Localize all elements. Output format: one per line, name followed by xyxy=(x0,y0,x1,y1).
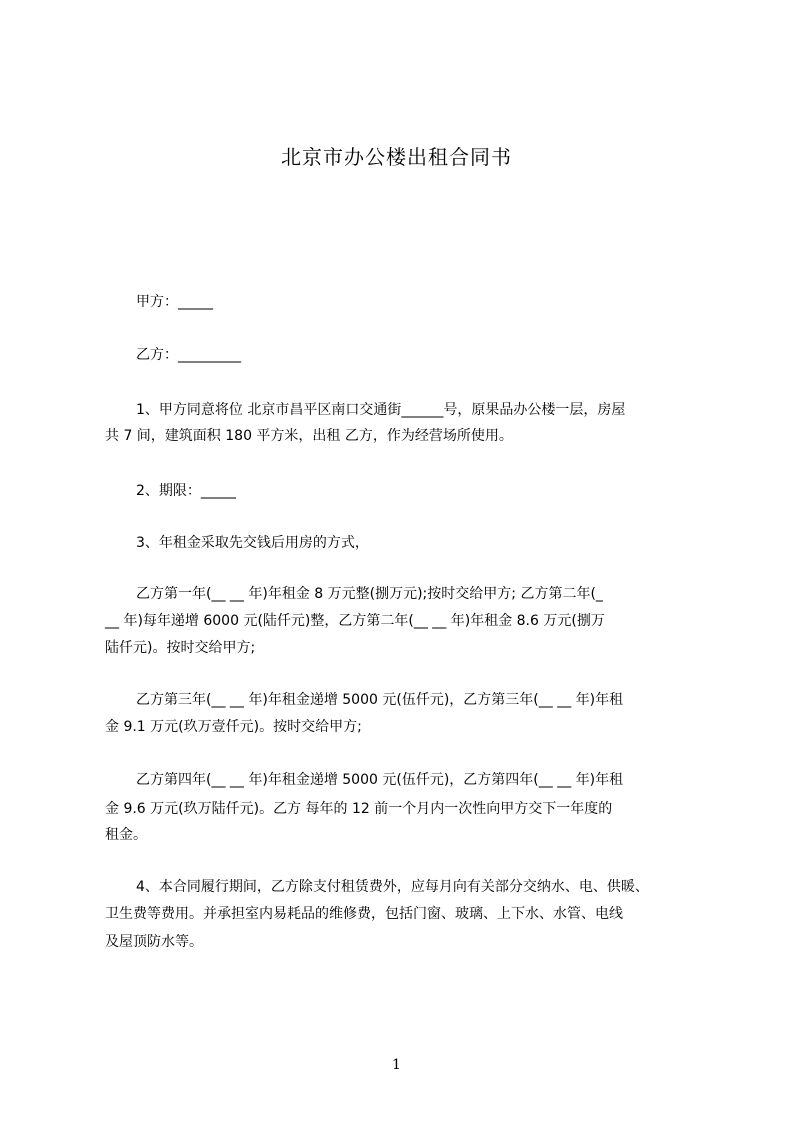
rent-year1-2-line-1: 乙方第一年(__ __ 年)年租金 8 万元整(捌万元);按时交给甲方; 乙方第二年(_ xyxy=(136,586,603,602)
document-title: 北京市办公楼出租合同书 xyxy=(281,145,512,169)
clause-1-line-1: 1、甲方同意将位 北京市昌平区南口交通街______号，原果品办公楼一层，房屋 xyxy=(136,402,626,418)
rent-year3-line-2: 金 9.1 万元(玖万壹仟元)。按时交给甲方; xyxy=(105,719,362,735)
clause-4-line-1: 4、本合同履行期间，乙方除支付租赁费外，应每月向有关部分交纳水、电、供暖、 xyxy=(136,879,649,895)
clause-1-line-2: 共 7 间，建筑面积 180 平方米，出租 乙方，作为经营场所使用。 xyxy=(105,428,513,444)
clause-4-line-3: 及屋顶防水等。 xyxy=(105,934,203,950)
page-number: 1 xyxy=(392,1057,401,1073)
rent-year4-line-1: 乙方第四年(__ __ 年)年租金递增 5000 元(伍仟元)，乙方第四年(__ __ 年)年租 xyxy=(136,772,624,788)
clause-4-line-2: 卫生费等费用。并承担室内易耗品的维修费，包括门窗、玻璃、上下水、水管、电线 xyxy=(105,906,623,922)
rent-year3-line-1: 乙方第三年(__ __ 年)年租金递增 5000 元(伍仟元)，乙方第三年(__ __ 年)年租 xyxy=(136,692,624,708)
clause-2-line: 2、期限：_____ xyxy=(136,483,236,499)
party-b-line: 乙方：_________ xyxy=(136,347,241,363)
party-a-line: 甲方：_____ xyxy=(136,294,213,310)
rent-year1-2-line-2: __ 年)每年递增 6000 元(陆仟元)整，乙方第二年(__ __ 年)年租金 8.6 万元(捌万 xyxy=(105,613,605,629)
clause-3-line: 3、年租金采取先交钱后用房的方式， xyxy=(136,535,369,551)
rent-year4-line-3: 租金。 xyxy=(105,827,147,843)
rent-year4-line-2: 金 9.6 万元(玖万陆仟元)。乙方 每年的 12 前一个月内一次性向甲方交下一年度的 xyxy=(105,801,613,817)
rent-year1-2-line-3: 陆仟元)。按时交给甲方; xyxy=(105,640,256,656)
